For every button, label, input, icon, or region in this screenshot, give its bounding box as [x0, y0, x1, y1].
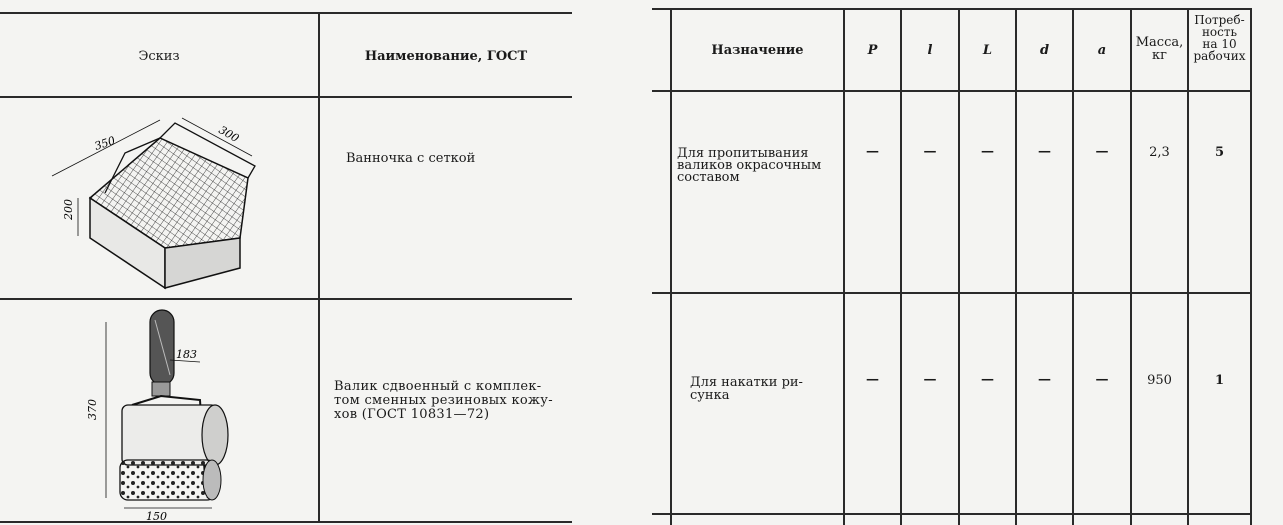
row1-l: — [923, 144, 937, 159]
row1-a: — [1095, 144, 1109, 159]
row2-P: — [866, 372, 879, 387]
row2-need: 1 [1214, 373, 1225, 388]
header-bottom-border [652, 90, 1252, 92]
table-bottom-border [652, 513, 1252, 515]
header-P: P [867, 43, 878, 58]
header-mass: Масса, кг [1135, 35, 1184, 63]
dim-depth-label: 300 [216, 123, 242, 146]
row1-L: — [981, 144, 994, 159]
column-border [1250, 8, 1252, 525]
row2-name: Валик сдвоенный с комплек- том сменных резиновых кожу- хов (ГОСТ 10831—72) [334, 379, 553, 422]
right-table [650, 0, 1283, 525]
row1-name: Ванночка с сеткой [346, 151, 476, 166]
header-purpose: Назначение [711, 43, 804, 58]
column-divider [318, 12, 320, 523]
column-border [670, 8, 672, 525]
row2-l: — [923, 372, 937, 387]
column-divider [900, 8, 902, 525]
tray-with-mesh-sketch [0, 98, 318, 298]
header-l: l [927, 43, 933, 58]
column-divider [1015, 8, 1017, 525]
row1-need: 5 [1214, 145, 1225, 160]
row2-purpose: Для накатки ри- сунка [690, 375, 803, 403]
column-divider [1130, 8, 1132, 525]
double-roller-sketch [0, 300, 318, 522]
table-top-border [652, 8, 1252, 10]
left-table [0, 0, 600, 525]
row1-purpose: Для пропитывания валиков окрасочным составом [677, 146, 822, 185]
header-name: Наименование, ГОСТ [364, 49, 528, 64]
header-sketch: Эскиз [138, 49, 180, 64]
row-divider [652, 292, 1252, 294]
row1-d: — [1038, 144, 1051, 159]
dim-width-label: 150 [146, 510, 167, 523]
row2-a: — [1095, 372, 1109, 387]
row1-P: — [866, 144, 879, 159]
row2-mass: 950 [1147, 373, 1172, 388]
dim-height-label: 200 [62, 199, 75, 220]
column-divider [843, 8, 845, 525]
dim-width-label: 350 [92, 134, 117, 153]
row1-mass: 2,3 [1149, 145, 1170, 160]
dim-handle-label: 183 [176, 348, 197, 361]
row2-L: — [981, 372, 994, 387]
header-need: Потреб- ность на 10 рабочих [1193, 13, 1246, 63]
column-divider [1187, 8, 1189, 525]
dim-height-label: 370 [86, 399, 99, 420]
column-divider [958, 8, 960, 525]
header-L: L [982, 43, 993, 58]
column-divider [1072, 8, 1074, 525]
row2-d: — [1038, 372, 1051, 387]
table-top-border [0, 12, 572, 14]
header-a: a [1097, 43, 1107, 58]
header-d: d [1039, 43, 1050, 58]
